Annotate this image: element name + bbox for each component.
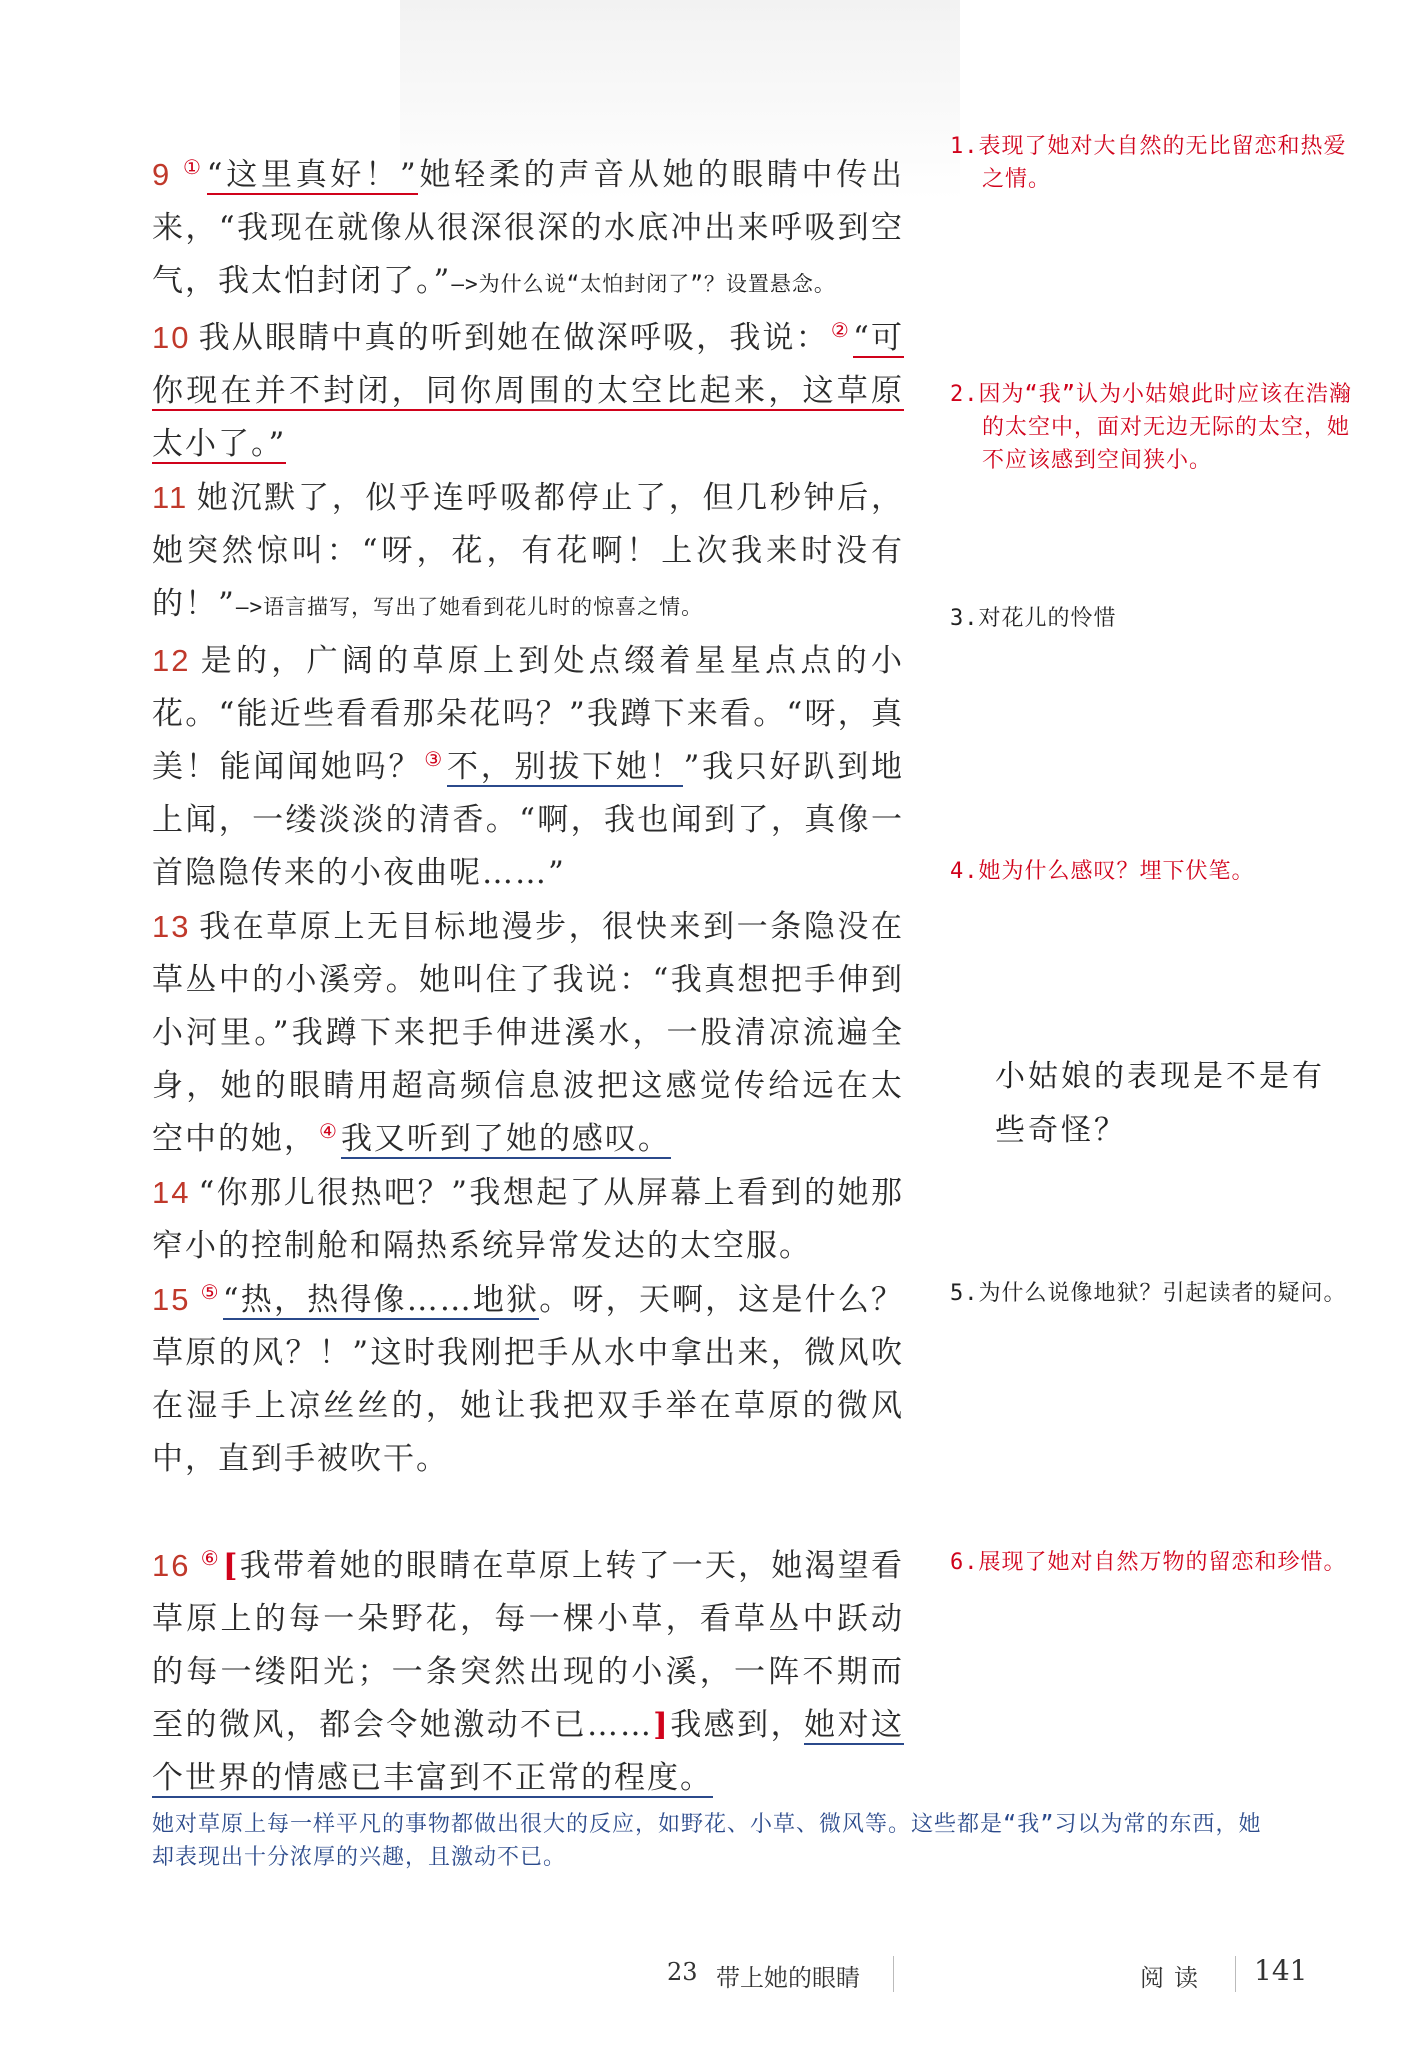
paragraph-text: 我从眼睛中真的听到她在做深呼吸，我说：	[198, 320, 829, 356]
side-note-1: 1.表现了她对大自然的无比留恋和热爱之情。	[950, 134, 1347, 192]
paragraph-number: 16	[152, 1548, 191, 1583]
paragraph-15	[152, 1273, 904, 1486]
paragraph-12	[152, 634, 904, 900]
main-text-column	[152, 148, 904, 1805]
chapter-title: 带上她的眼睛	[716, 1964, 860, 1992]
underlined-quote: “这里真好！”	[206, 157, 418, 193]
paragraph-number: 12	[152, 643, 191, 678]
paragraph-number: 10	[152, 320, 191, 355]
underlined-quote: 我又听到了她的感叹。	[340, 1121, 671, 1157]
paragraph-text: 我感到，	[669, 1707, 805, 1743]
reading-question: 小姑娘的表现是不是有些奇怪？	[995, 1059, 1325, 1148]
underlined-quote: 她对这个世界的情感已丰富到不正常的程度。	[152, 1707, 905, 1796]
bracket-open: [	[222, 1548, 240, 1584]
bracket-close: ]	[653, 1707, 670, 1743]
inline-annotation: —>语言描写，写出了她看到花儿时的惊喜之情。	[235, 595, 704, 619]
paragraph-text: 她沉默了，似乎连呼吸都停止了，但几秒钟后，她突然惊叫：“呀，花，有花啊！上次我来时没有的！”	[152, 480, 904, 622]
paragraph-text: 我在草原上无目标地漫步，很快来到一条隐没在草丛中的小溪旁。她叫住了我说：“我真想把手伸到小河里。”我蹲下来把手伸进溪水，一股清凉流遍全身，她的眼睛用超高频信息波把这感觉传给远在太空中的她，	[152, 909, 904, 1157]
paragraph-9	[152, 148, 904, 311]
paragraph-number: 9	[152, 157, 172, 192]
paragraph-11	[152, 471, 904, 634]
annotation-marker: ③	[424, 746, 445, 771]
paragraph-number: 13	[152, 909, 191, 944]
bottom-annotation: 她对草原上每一样平凡的事物都做出很大的反应，如野花、小草、微风等。这些都是“我”习以为常的东西，她却表现出十分浓厚的兴趣，且激动不已。	[152, 1812, 1262, 1870]
annotation-marker: ②	[830, 317, 851, 342]
footer-divider	[893, 1956, 894, 1992]
side-note-2: 2.因为“我”认为小姑娘此时应该在浩瀚的太空中，面对无边无际的太空，她不应该感到空间狭小。	[950, 382, 1352, 473]
annotation-marker: ⑤	[200, 1279, 221, 1304]
paragraph-number: 15	[152, 1282, 191, 1317]
footer-divider	[1235, 1956, 1236, 1992]
paragraph-text: 。呀，天啊，这是什么？草原的风？！”这时我刚把手从水中拿出来，微风吹在湿手上凉丝丝的，她让我把双手举在草原的微风中，直到手被吹干。	[152, 1282, 905, 1477]
underlined-quote: “可你现在并不封闭，同你周围的太空比起来，这草原太小了。”	[152, 320, 905, 462]
paragraph-number: 11	[152, 480, 189, 515]
paragraph-text: ”我只好趴到地上闻，一缕淡淡的清香。“啊，我也闻到了，真像一首隐隐传来的小夜曲呢……”	[152, 749, 905, 891]
paragraph-16	[152, 1539, 904, 1805]
annotation-marker: ⑥	[200, 1545, 221, 1570]
annotation-marker: ④	[319, 1118, 339, 1143]
side-note-6: 6.展现了她对自然万物的留恋和珍惜。	[950, 1550, 1347, 1575]
side-note-4: 4.她为什么感叹？埋下伏笔。	[950, 859, 1255, 884]
paragraph-text: 我带着她的眼睛在草原上转了一天，她渴望看草原上的每一朵野花，每一棵小草，看草丛中跃动的每一缕阳光；一条突然出现的小溪，一阵不期而至的微风，都会令她激动不已……	[152, 1548, 905, 1743]
page-footer	[0, 1950, 1417, 2000]
annotation-marker: ①	[181, 154, 205, 179]
paragraph-text: 她轻柔的声音从她的眼睛中传出来，“我现在就像从很深很深的水底冲出来呼吸到空气，我太怕封闭了。”	[152, 157, 904, 299]
inline-annotation: —>为什么说“太怕封闭了”？设置悬念。	[451, 272, 836, 296]
paragraph-text: “你那儿很热吧？”我想起了从屏幕上看到的她那窄小的控制舱和隔热系统异常发达的太空服。	[152, 1175, 904, 1264]
paragraph-number: 14	[152, 1175, 191, 1210]
underlined-quote: 不，别拔下她！	[446, 749, 684, 785]
paragraph-14	[152, 1166, 904, 1273]
side-note-3: 3.对花儿的怜惜	[950, 606, 1117, 631]
chapter-number: 23	[667, 1958, 698, 1986]
underlined-quote: “热，热得像……地狱	[222, 1282, 540, 1318]
side-note-5: 5.为什么说像地狱？引起读者的疑问。	[950, 1281, 1347, 1306]
paragraph-13	[152, 900, 904, 1166]
section-label: 阅读	[1140, 1964, 1208, 1992]
page-number: 141	[1254, 1954, 1308, 1987]
paragraph-10	[152, 311, 904, 471]
paragraph-text: 是的，广阔的草原上到处点缀着星星点点的小花。“能近些看看那朵花吗？”我蹲下来看。“呀，真美！能闻闻她吗？	[152, 643, 904, 785]
